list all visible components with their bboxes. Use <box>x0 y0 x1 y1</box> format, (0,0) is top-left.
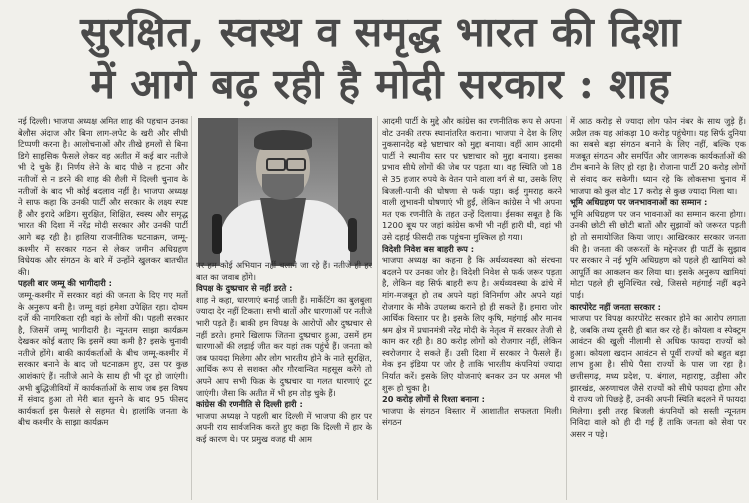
column-divider <box>377 116 378 500</box>
microphone-icon <box>348 218 357 252</box>
article-column-1 <box>18 116 188 502</box>
photo-hair <box>254 130 312 150</box>
subheading: भूमि अधिग्रहण पर जनभावनाओं का सम्मान : <box>570 197 708 208</box>
headline-line-2: में आगे बढ़ रही है मोदी सरकार : शाह <box>90 60 671 108</box>
microphone-icon <box>212 214 222 254</box>
column-divider <box>566 116 567 500</box>
paragraph: नई दिल्ली। भाजपा अध्यक्ष अमित शाह की पहचान उनका बेलौस अंदाज और बिना लाग-लपेट के खरी और सीधी टिप्पणी करना है। आलोचनाओं और तीखे हमलों से बिना डिगे साहसिक फैसले लेकर वह अतीत में कई बार नतीजे भी दे चुके हैं। निर्णय लेने के बाद पीछे न हटना और नतीजों से न डरने की शाह की शैली में दिल्ली चुनाव के नतीजों के बाद भी कोई बदलाव नहीं है। भाजपा अध्यक्ष ने साफ कहा कि उनकी पार्टी और सरकार के लक्ष्य स्पष्ट हैं और इरादे अडिग। सुरक्षित, शिक्षित, स्वस्थ और समृद्ध भारत की दिशा में नरेंद्र मोदी सरकार और उनकी पार्टी आगे बढ़ रही है। हालिया राजनीतिक घटनाक्रम, जम्मू-कश्मीर में सरकार गठन से लेकर जमीन अधिग्रहण विधेयक और संगठन के बारे में उन्होंने खुलकर बातचीत की। <box>18 116 188 277</box>
paragraph: पर हम कोई अभियान नहीं चलाने जा रहे हैं। नतीजे ही हर बात का जवाब होंगे। <box>196 260 372 282</box>
column-divider <box>191 116 192 500</box>
paragraph: आदमी पार्टी के मुद्दे और कांग्रेस का रणनीतिक रूप से अपना वोट उनकी तरफ स्थानांतरित कराना। भाजपा ने देश के लिए नुकसानदेह बड़े भ्रष्टाचार को मुद्दा बनाया। वहीं आम आदमी पार्टी ने स्थानीय स्तर पर भ्रष्टाचार को मुद्दा बनाया। इसका प्रभाव सीधे लोगों की जेब पर पड़ता था। वह स्थिति जो 18 से 35 हजार रुपये के वेतन पाने वाला वर्ग से था, उसके लिए बिजली-पानी की घोषणा से फर्क पड़ा। कई गुमराह करने वाली लुभावनी घोषणाएं भी हुईं, लेकिन कांग्रेस ने भी अपना मत एक रणनीति के तहत उन्हें दिलाया। ईसका सबूत है कि 1200 बूथ पर जहां कांग्रेस कभी भी नहीं हारी थी, वहां भी उसे दहाई फीसदी तक पहुंचना मुश्किल हो गया। <box>382 116 562 242</box>
subheading: पहली बार जम्मू की भागीदारी : <box>18 278 112 289</box>
headline <box>18 6 743 110</box>
photo-of-speaker <box>198 118 372 266</box>
paragraph: भाजपा अध्यक्ष का कहना है कि अर्थव्यवस्था को संरचना बदलने पर उनका जोर है। विदेशी निवेश से फर्क जरूर पड़ता है, लेकिन वह सिर्फ बाहरी रूप है। अर्थव्यवस्था के ढांचे में मांग-मजबूत हो तब अपने यहां विनिर्माण और अपने यहां रोजगार के मौके उपलब्ध कराने हो ही सकते हैं। हमारा जोर आर्थिक विस्तार पर है। इसके लिए कृषि, महंगाई और मानव श्रम क्षेत्र में प्रधानमंत्री नरेंद्र मोदी के नेतृत्व में सरकार तेजी से काम कर रही है। 80 करोड़ लोगों को रोजगार नहीं, लेकिन स्वरोजगार दे सकते हैं। उसी दिशा में सरकार ने फैसले हैं। मेक इन इंडिया पर जोर है ताकि भारतीय कंपनियां ज्यादा निर्यात करें। इसके लिए योजनाएं बनकर उन पर अमल भी शुरू हो चुका है। <box>382 255 562 393</box>
paragraph: भाजपा के संगठन विस्तार में आशातीत सफलता मिली। संगठन <box>382 405 562 428</box>
article-column-3 <box>382 116 562 502</box>
photo-glasses-left <box>266 158 286 171</box>
article-column-4 <box>570 116 746 502</box>
headline-line-1: सुरक्षित, स्वस्थ व समृद्ध भारत की दिशा <box>80 8 681 56</box>
paragraph: शाह ने कहा, धारणाएं बनाई जाती हैं। मार्केटिंग का बुलबुला ज्यादा देर नहीं टिकता। सभी बातों और धारणाओं पर नतीजे भारी पड़ते हैं। बाकी हम विपक्ष के आरोपों और दुष्प्रचार से नहीं डरते। हमारे खिलाफ जितना दुष्प्रचार हुआ, उसमें हम धारणाओं की लड़ाई जीत कर यहां तक पहुंचे हैं। जनता को जब फायदा मिलेगा और लोग भारतीय होने के नाते सुरक्षित, आर्थिक रूप से सशक्त और गौरवान्वित महसूस करेंगे तो अपने आप सभी फिक्र के दुष्प्रचार या गलत धारणाएं टूट जाएंगी। जैसा कि अतीत में भी हम तोड़ चुके हैं। <box>196 294 372 398</box>
photo-glasses-right <box>286 158 306 171</box>
paragraph: जम्मू-कश्मीर में सरकार वहां की जनता के दिए गए मतों के अनुरूप बनी है। जम्मू वहां हमेशा उपेक्षित रहा। दोयम दर्जे की नागरिकता रही वहां के लोगों की। पहली सरकार है, जिसमें जम्मू भागीदारी है। न्यूनतम साझा कार्यक्रम देखकर कोई बताए कि इसमें क्या कमी है? इसके चुनावी नतीजे होंगे। बाकी कार्यकर्ताओं के बीच जम्मू-कश्मीर में सरकार बनाने के बाद जो घटनाक्रम हुए, उस पर कुछ आशंकाएं हैं। नतीजे आने के साथ ही भी दूर हो जाएंगी। अभी बुद्धिजीवियों में कार्यकर्ताओं के साथ जब इस विषय में संवाद हुआ तो मेरी बात सुनने के बाद 95 फीसद कार्यकर्ता इस फैसले से सहमत थे। हालांकि जनता के बीच कश्मीर के साझा कार्यक्रम <box>18 289 188 428</box>
subheading: विपक्ष के दुष्प्रचार से नहीं डरते : <box>196 283 293 294</box>
subheading: विदेशी निवेश बस बाहरी रूप : <box>382 243 475 254</box>
article-column-2 <box>196 260 372 502</box>
paragraph: भाजपा अध्यक्ष ने पहली बार दिल्ली में भाजपा की हार पर अपनी राय सार्वजनिक करते हुए कहा कि दिल्ली में हार के कई कारण थे। पर प्रमुख वजह थी आम <box>196 410 372 444</box>
paragraph: में आठ करोड़ से ज्यादा लोग फोन नंबर के साथ जुड़े हैं। अप्रैल तक यह आंकड़ा 10 करोड़ पहुंचेगा। यह सिर्फ दुनिया का सबसे बड़ा संगठन बनाने के लिए नहीं, बल्कि एक मजबूत संगठन और समर्पित और जागरूक कार्यकर्ताओं की टीम बनाने के लिए हो रहा है। रोजाना पार्टी 20 करोड़ लोगों से संवाद कर सकेगी। ध्यान रहे कि लोकसभा चुनाव में भाजपा को कुल वोट 17 करोड़ से कुछ ज्यादा मिला था। <box>570 116 746 196</box>
subheading: 20 करोड़ लोगों से रिश्ता बनाना : <box>382 394 485 405</box>
photo-beard <box>262 174 304 200</box>
paragraph: भूमि अधिग्रहण पर जन भावनाओं का सम्मान करना होगा। उनकी छोटी सी छोटी बातों और सुझावों को जरूरत पड़ती हो तो समायोजित किया जाए। आखिरकार सरकार जनता की है। जनता की जरूरतों के मद्देनजर ही पार्टी के सुझाव पर सरकार ने नई भूमि अधिग्रहण को पहले ही खामियां को आपूर्ति का आकलन कर लिया था। इसके अनुरूप खामियां मोटा पहले ही सुनिश्चित रखे, जिससे महंगाई नहीं बढ़ने पाई। <box>570 208 746 300</box>
subheading: कांग्रेस की रणनीति से दिल्ली हारी : <box>196 399 303 410</box>
paragraph: भाजपा पर विपक्ष कारपोरेट सरकार होने का आरोप लगाता है, जबकि तथ्य दूसरी ही बात कर रहे हैं। कोयला व स्पेक्ट्रम आवंटन की खुली नीलामी से अधिक फायदा राज्यों को हुआ। कोयला खदान आवंटन से पूर्वी राज्यों को बहुत बड़ा लाभ हुआ है। सीधे पैसा राज्यों के पास जा रहा है। छत्तीसगढ़, मध्य प्रदेश, प. बंगाल, महाराष्ट्र, उड़ीसा और झारखंड, अरुणाचल जैसे राज्यों को सीधे फायदा होगा और ये राज्य जो पिछड़े हैं, उनकी अपनी स्थिति बदलने में फायदा मिलेगा। इसी तरह बिजली कंपनियों को सस्ती न्यूनतम निविदा वाले को ही दी गई हैं ताकि जनता को सेवा पर असर न पड़े। <box>570 313 746 440</box>
subheading: कारपोरेट नहीं जनता सरकार : <box>570 301 661 312</box>
